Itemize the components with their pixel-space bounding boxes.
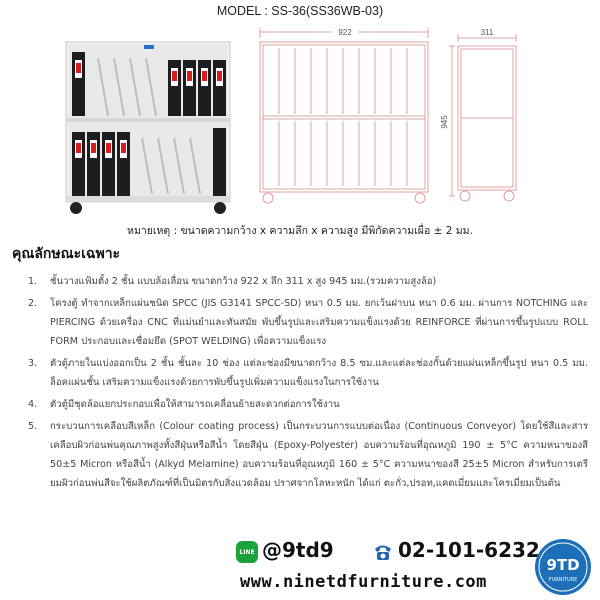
spec-text: กระบวนการเคลือบสีเหล็ก (Colour coating process) เป็นกระบวนการแบบต่อเนื่อง (Continuous Conveyor) โดยใช้สีและสารเคลือบผิวก่อนพ่นคุณภาพสูงทั้งสีฝุ่นหรือสีน้ำ โดยสีฝุ่น (Epoxy-Polyester) อบความร้อนที่อุณหภูมิ 190 ± 5°C ความหนาของสี 50±5 Micron หรือสีน้ำ (Alkyd Melamine) อบความร้อนที่อุณหภูมิ 160 ± 5°C ความหนาของสี 25±5 Micron สำหรับการเตรียมผิวก่อนพ่นสีจะใช้ผลิตภัณฑ์ที่เป็นมิตรกับสิ่งแวดล้อม ปราศจากโลหะหนัก ได้แก่ ตะกั่ว,ปรอท,แคดเมี่ยมและโครเมี่ยมเป็นต้น xyxy=(50,421,588,489)
spec-number: 4. xyxy=(28,399,38,410)
spec-number: 3. xyxy=(28,358,38,369)
width-dimension-label: 922 xyxy=(338,28,352,37)
spec-item xyxy=(28,395,588,414)
contact-footer xyxy=(0,537,600,600)
website-link[interactable]: www.ninetdfurniture.com xyxy=(240,572,487,592)
spec-item xyxy=(28,354,588,392)
spec-item xyxy=(28,417,588,493)
spec-list xyxy=(28,272,588,496)
spec-text: ชั้นวางแฟ้มตั้ง 2 ชั้น แบบล้อเลื่อน ขนาดกว้าง 922 x ลึก 311 x สูง 945 มม.(รวมความสูงล้อ) xyxy=(50,276,437,287)
tolerance-remark: หมายเหตุ : ขนาดความกว้าง x ความลึก x ความสูง มีพิกัดความเผื่อ ± 2 มม. xyxy=(127,225,473,237)
spec-item xyxy=(28,294,588,351)
product-photo xyxy=(58,38,238,218)
spec-text: โครงตู้ ทำจากเหล็กแผ่นชนิด SPCC (JIS G3141 SPCC-SD) หนา 0.5 มม. ยกเว้นฝาบน หนา 0.6 มม. ผ่านการ NOTCHING และ PIERCING ด้วยเครื่อง CNC ที่แม่นยำและทันสมัย พับขึ้นรูปและเสริมความแข็งแรงด้วย REINFORCE ที่ผ่านการขึ้นรูปแบบ ROLL FORM ประกอบและเชื่อมยึด (SPOT WELDING) เพื่อความแข็งแรง xyxy=(50,298,588,347)
ninetd-logo xyxy=(533,537,593,597)
spec-number: 2. xyxy=(28,298,38,309)
height-dimension-label: 945 xyxy=(440,115,449,129)
spec-text: ตัวตู้มีชุดล้อแยกประกอบเพื่อให้สามารถเคลื่อนย้ายสะดวกต่อการใช้งาน xyxy=(50,399,340,410)
line-app-icon[interactable]: LINE xyxy=(236,541,258,563)
spec-heading: คุณลักษณะเฉพาะ xyxy=(12,246,121,262)
depth-dimension-label: 311 xyxy=(480,28,494,37)
phone-icon xyxy=(372,541,394,563)
spec-item xyxy=(28,272,588,291)
side-dimension-drawing xyxy=(440,26,528,206)
spec-number: 5. xyxy=(28,421,38,432)
phone-number[interactable]: 02-101-6232 xyxy=(398,538,540,562)
spec-text: ตัวตู้ภายในแบ่งออกเป็น 2 ชั้น ชั้นละ 10 ช่อง แต่ละช่องมีขนาดกว้าง 8.5 ซม.และแต่ละช่องกั้นด้วยแผ่นเหล็กขึ้นรูป หนา 0.5 มม. ล็อคแผ่นชั้น เสริมความแข็งแรงด้วยการพับขึ้นรูปเพิ่มความแข็งแรงในการใช้งาน xyxy=(50,358,588,388)
spec-number: 1. xyxy=(28,276,38,287)
model-title: MODEL : SS-36(SS36WB-03) xyxy=(216,4,384,18)
front-dimension-drawing xyxy=(254,26,434,206)
line-id-link[interactable]: @9td9 xyxy=(262,538,334,562)
logo-subtext: FURNITURE xyxy=(548,577,578,583)
logo-text: 9TD xyxy=(546,556,580,574)
